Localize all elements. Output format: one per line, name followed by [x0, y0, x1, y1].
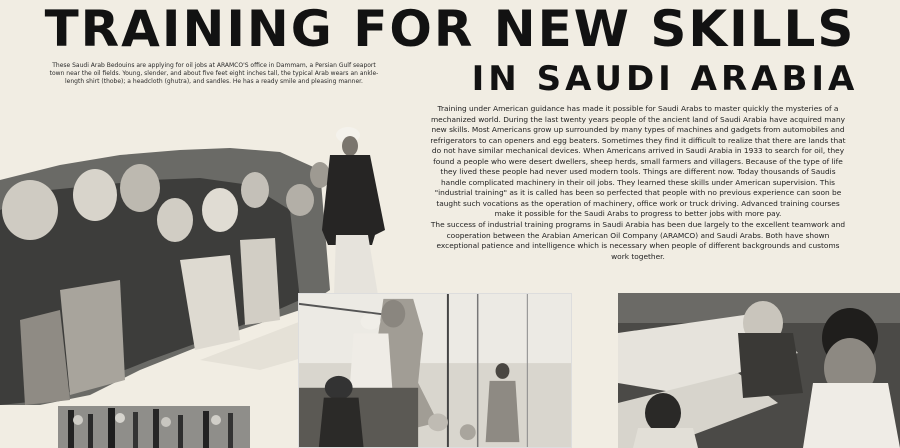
article-paragraph-1: Training under American guidance has made it possible for Saudi Arabs to master quickly the mysteries of a mechanized world. During the last twenty years people of the ancient land of Saudi Arabia have acquired many new skills. Most Americans grow up surrounded by many types of machines and gadgets from automobiles and refrigerators to can openers and egg beaters. Sometimes they find it difficult to realize that there are lands that do not have similar mechanical devices. When Americans arrived in Saudi Arabia in 1933 to search for oil, they found a people who were desert dwellers, sheep herds, small farmers and villagers. Because of the type of life they lived these people had never used modern tools. Things are different now. Today thousands of Saudis handle complicated machinery in their oil jobs. They learned these skills under American supervision. This "industrial training" as it is called has been so perfected that people with no previous experience can soon be taught such vocations as the operation of machinery, office work or truck driving. Advanced training courses make it possible for the Saudi Arabs to progress to better jobs with more pay. — [430, 104, 846, 219]
page-subtitle: IN SAUDI ARABIA — [471, 59, 859, 99]
photo-machinery — [58, 406, 250, 448]
article-body — [428, 104, 848, 262]
page-title: TRAINING FOR NEW SKILLS — [44, 0, 856, 58]
photo-caption: These Saudi Arab Bedouins are applying for oil jobs at ARAMCO'S office in Dammam, a Persian Gulf seaport town near the oil fields. Young, slender, and about five feet eight inches tall, the typical Arab wears an ankle-length shirt (thobe); a headcloth (ghutra), and sandles. He has a ready smile and pleasing manner. — [49, 62, 379, 85]
photo-classroom-training — [618, 293, 900, 448]
photo-workshop-training — [298, 293, 572, 448]
article-paragraph-2: The success of industrial training programs in Saudi Arabia has been due largely to the excellent teamwork and cooperation between the Arabian American Oil Company (ARAMCO) and Saudi Arabs. Both have shown exceptional patience and intelligence which is necessary when people of different backgrounds and customs work together. — [430, 220, 846, 261]
